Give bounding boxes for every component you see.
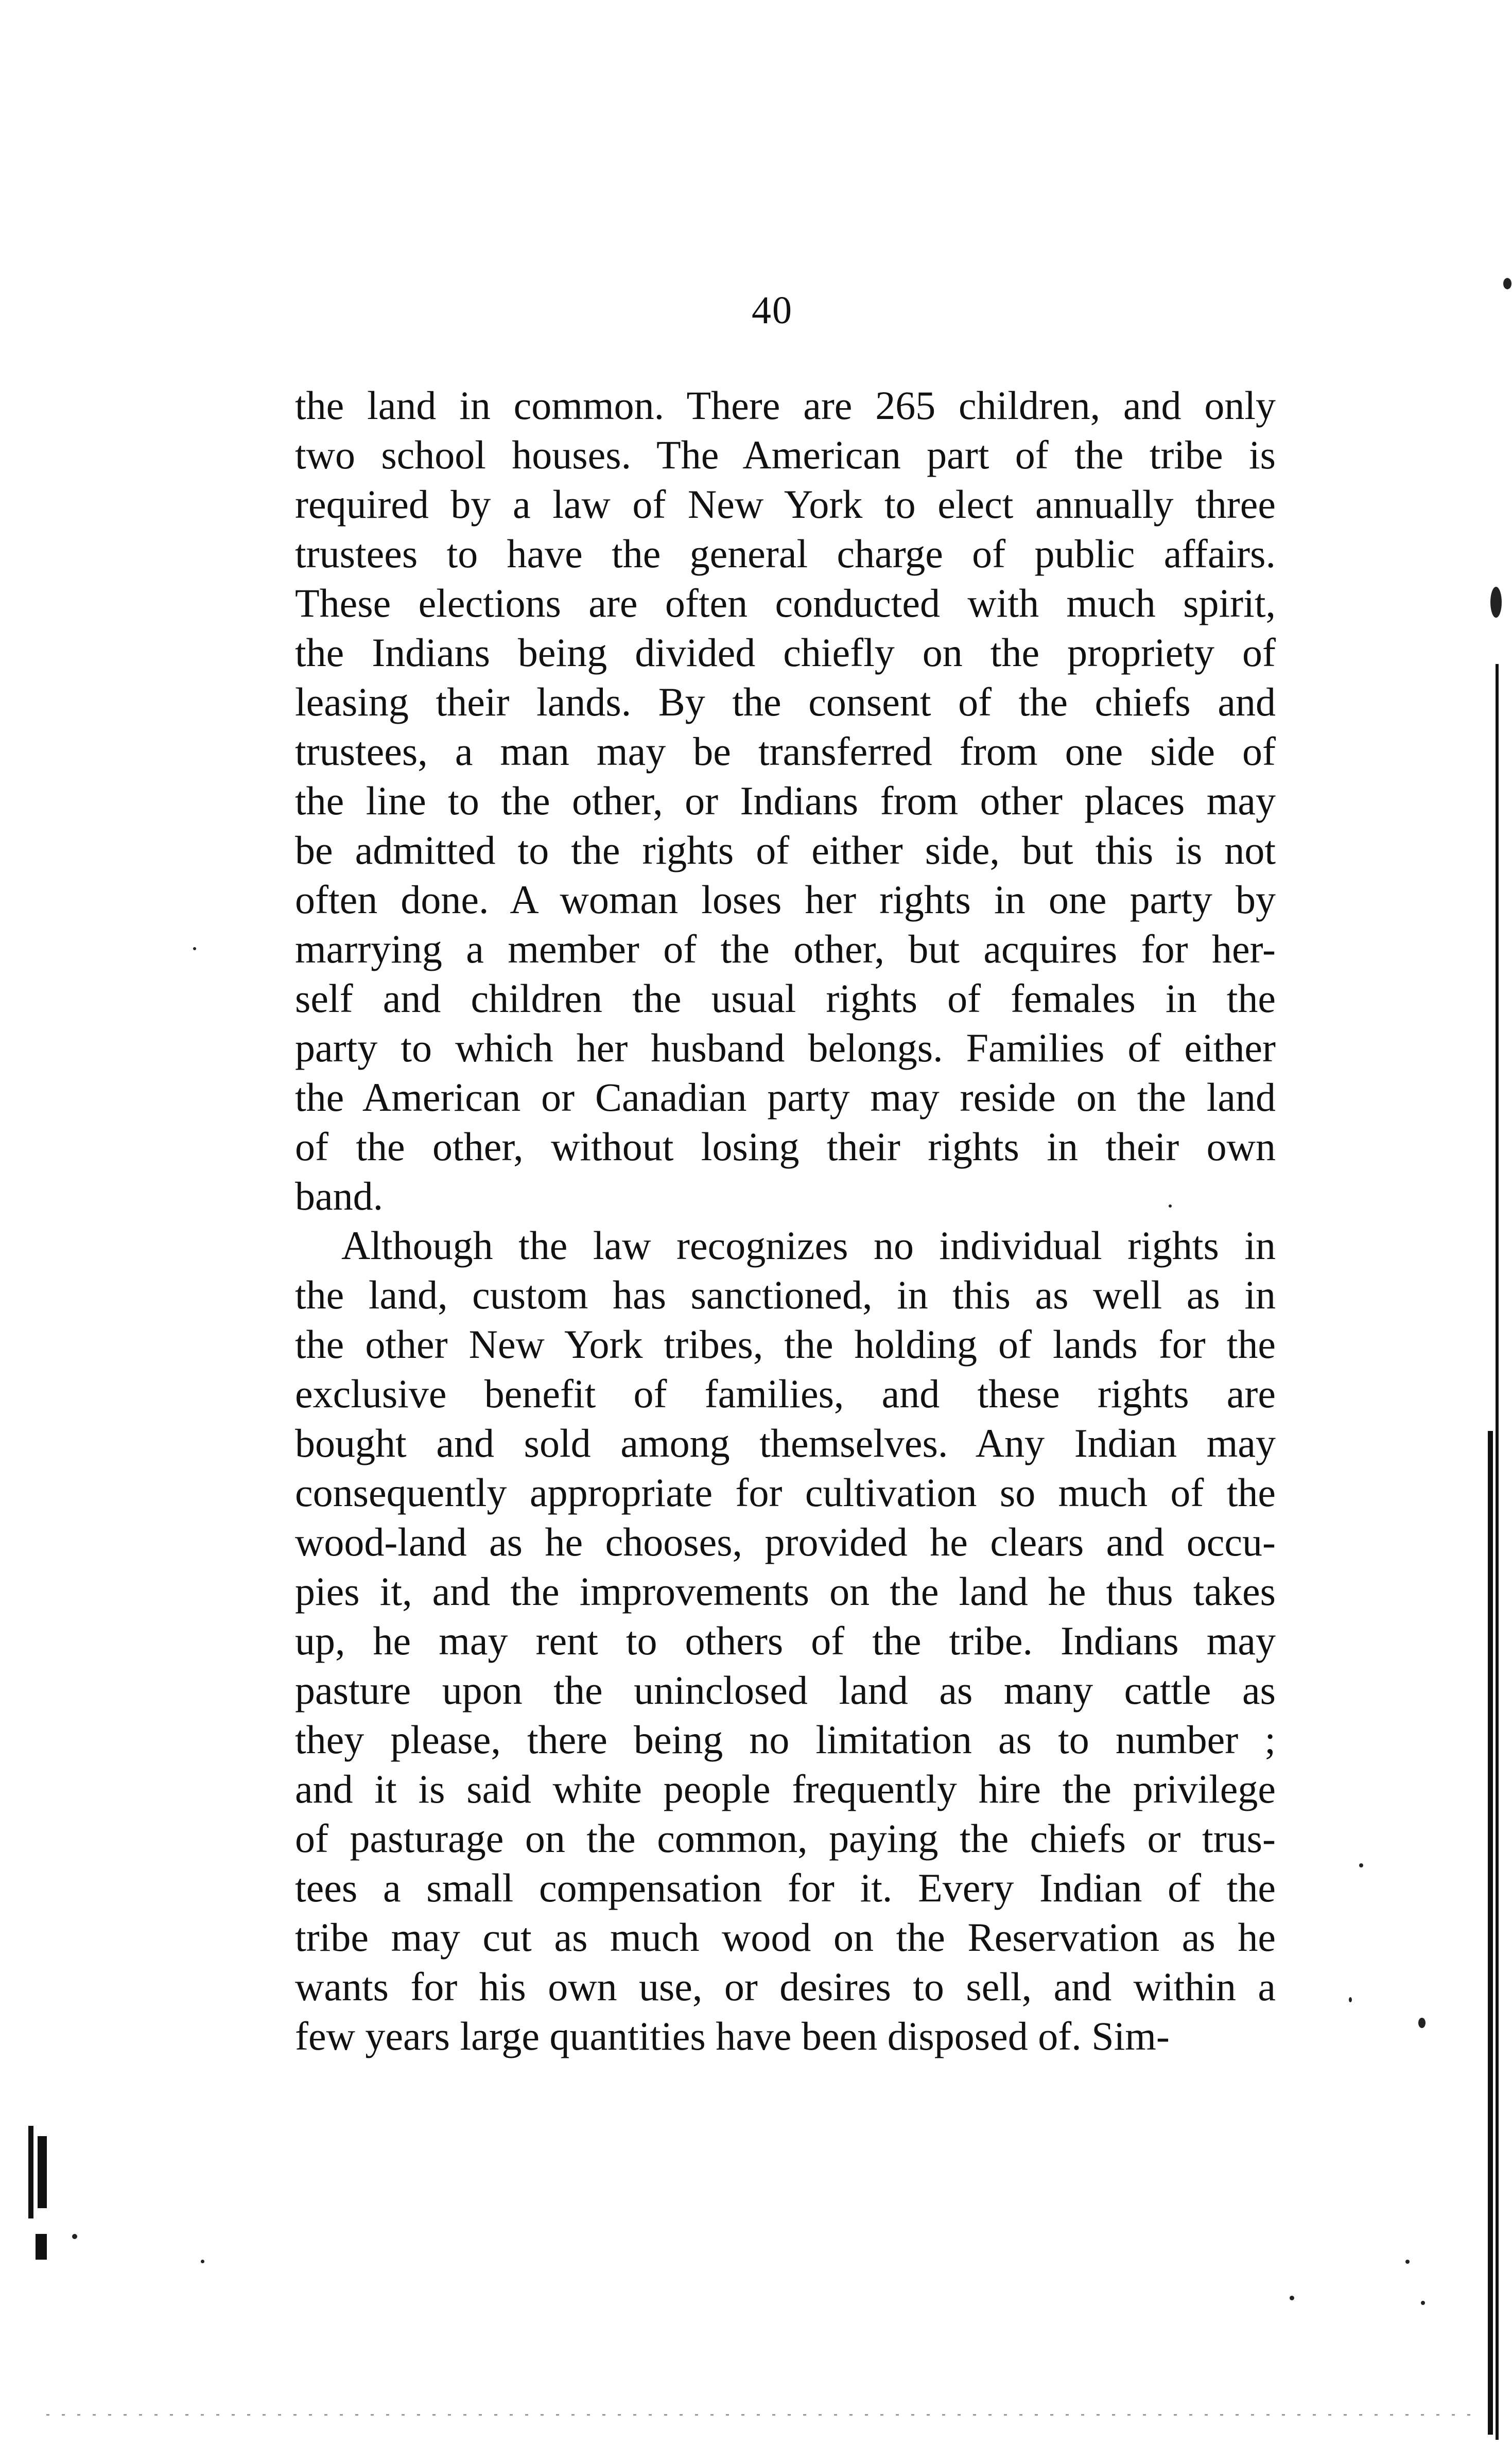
scan-edge-marks (28, 2126, 49, 2265)
text-line: often done. A woman loses her rights in one party by (295, 877, 1276, 922)
text-line: up, he may rent to others of the tribe. Indians may (295, 1618, 1276, 1663)
text-line: the land, custom has sanctioned, in this as well as in (295, 1272, 1276, 1317)
scan-speck (1503, 278, 1511, 289)
text-line: the land in common. There are 265 children, and only (295, 383, 1276, 428)
text-line: bought and sold among themselves. Any Indian may (295, 1421, 1276, 1465)
scan-speck (1405, 2260, 1410, 2264)
scan-mark (28, 2126, 33, 2218)
text-line: of pasturage on the common, paying the chiefs or trus- (295, 1816, 1276, 1861)
text-line: Although the law recognizes no individual rights in (341, 1223, 1276, 1268)
scan-speck (72, 2234, 77, 2239)
text-line: leasing their lands. By the consent of the chiefs and (295, 679, 1276, 724)
text-line: party to which her husband belongs. Families of either (295, 1025, 1276, 1070)
page-bottom-edge (46, 2414, 1478, 2416)
text-line: and it is said white people frequently hire the privilege (295, 1767, 1276, 1811)
text-line: pies it, and the improvements on the land he thus takes (295, 1569, 1276, 1614)
scan-speck (193, 947, 196, 950)
scan-speck (201, 2260, 204, 2263)
scan-speck (1418, 2018, 1426, 2028)
text-line: trustees to have the general charge of public affairs. (295, 531, 1276, 576)
page-number: 40 (752, 289, 793, 332)
text-line: they please, there being no limitation as to number ; (295, 1717, 1276, 1762)
paragraph-2 (295, 1221, 1276, 2061)
text-line: trustees, a man may be transferred from one side of (295, 729, 1276, 774)
paragraph-1 (295, 381, 1276, 1221)
text-line: consequently appropriate for cultivation so much of the (295, 1470, 1276, 1515)
text-line: tees a small compensation for it. Every Indian of the (295, 1865, 1276, 1910)
text-line: marrying a member of the other, but acquires for her- (295, 927, 1276, 971)
scan-speck (1490, 587, 1502, 618)
scan-speck (1349, 1997, 1352, 2002)
text-line: two school houses. The American part of the tribe is (295, 432, 1276, 477)
text-line: the other New York tribes, the holding of lands for the (295, 1322, 1276, 1367)
text-line: wood-land as he chooses, provided he clears and occu- (295, 1519, 1276, 1564)
text-line: be admitted to the rights of either side, but this is not (295, 828, 1276, 872)
scan-speck (1169, 1204, 1172, 1208)
scan-speck (1290, 2296, 1294, 2300)
text-line: wants for his own use, or desires to sell, and within a (295, 1964, 1276, 2009)
scan-mark (38, 2136, 47, 2208)
scan-speck (1421, 2301, 1425, 2305)
text-line: tribe may cut as much wood on the Reservation as he (295, 1915, 1276, 1960)
text-line: the American or Canadian party may reside on the land (295, 1075, 1276, 1120)
binding-rule-shadow (1488, 1431, 1493, 2435)
text-line: exclusive benefit of families, and these rights are (295, 1371, 1276, 1416)
binding-rule (1496, 664, 1499, 2440)
text-line: band. (295, 1174, 384, 1218)
text-line: of the other, without losing their rights in their own (295, 1124, 1276, 1169)
text-line: required by a law of New York to elect annually three (295, 482, 1276, 527)
text-line: the Indians being divided chiefly on the propriety of (295, 630, 1276, 675)
body-text (295, 381, 1276, 2061)
text-line: pasture upon the uninclosed land as many cattle as (295, 1668, 1276, 1712)
text-line: These elections are often conducted with much spirit, (295, 581, 1276, 625)
scan-speck (1359, 1863, 1363, 1867)
text-line: the line to the other, or Indians from other places may (295, 778, 1276, 823)
text-line: few years large quantities have been disposed of. Sim- (295, 2014, 1170, 2058)
text-line: self and children the usual rights of females in the (295, 976, 1276, 1021)
scan-mark (36, 2234, 47, 2260)
